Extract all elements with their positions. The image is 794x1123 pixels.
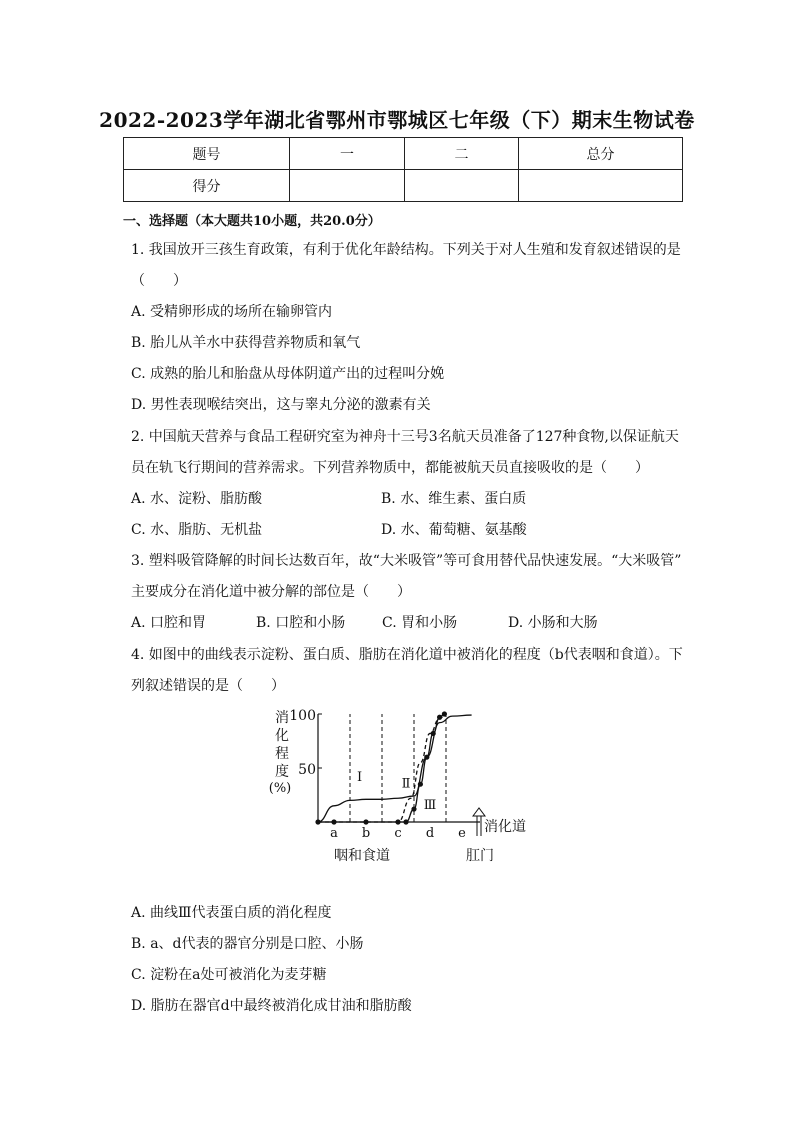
x-category-label: e <box>458 826 466 841</box>
score-row-label: 得分 <box>124 170 290 202</box>
curve-3-point <box>363 819 368 824</box>
score-header-cell: 总分 <box>519 138 683 170</box>
curve-label: Ⅱ <box>401 776 411 792</box>
question-1-option-b[interactable]: B. 胎儿从羊水中获得营养物质和氧气 <box>131 335 361 351</box>
curve-3-point <box>403 819 408 824</box>
score-cell[interactable] <box>519 170 683 202</box>
curve-1 <box>318 715 472 822</box>
question-4-option-d[interactable]: D. 脂肪在器官d中最终被消化成甘油和脂肪酸 <box>131 998 412 1014</box>
question-1-option-d[interactable]: D. 男性表现喉结突出，这与睾丸分泌的激素有关 <box>131 397 431 413</box>
score-header-cell: 题号 <box>124 138 290 170</box>
curve-label: Ⅲ <box>423 798 437 814</box>
score-header-cell: 一 <box>290 138 405 170</box>
question-4-option-a[interactable]: A. 曲线Ⅲ代表蛋白质的消化程度 <box>131 905 332 921</box>
curve-3-point <box>418 782 423 787</box>
y-tick-label: 100 <box>289 708 316 724</box>
question-2-option-c[interactable]: C. 水、脂肪、无机盐 <box>131 522 263 538</box>
curves <box>315 711 471 824</box>
question-1-option-a[interactable]: A. 受精卵形成的场所在输卵管内 <box>131 304 333 320</box>
curve-label: Ⅰ <box>357 769 363 785</box>
score-cell[interactable] <box>405 170 519 202</box>
question-4-option-c[interactable]: C. 淀粉在a处可被消化为麦芽糖 <box>131 967 327 983</box>
y-label-char: 消 <box>275 710 289 726</box>
x-categories <box>330 826 466 841</box>
curve-3-point <box>411 806 416 811</box>
x-category-label: d <box>425 826 435 841</box>
y-label-char: (%) <box>268 781 292 796</box>
x-axis-label: 消化道 <box>484 819 526 835</box>
question-3-option-c[interactable]: C. 胃和小肠 <box>382 615 458 631</box>
question-2-line-2: 员在轨飞行期间的营养需求。下列营养物质中，都能被航天员直接吸收的是（ ） <box>131 460 649 476</box>
pharynx-esophagus-label: 咽和食道 <box>334 848 390 864</box>
curve-3-point <box>424 755 429 760</box>
score-table <box>123 137 683 202</box>
section-heading: 一、选择题（本大题共10小题，共20.0分） <box>123 214 381 229</box>
digestion-chart-svg <box>258 700 538 870</box>
anus-label: 肛门 <box>466 848 494 864</box>
question-2-option-d[interactable]: D. 水、葡萄糖、氨基酸 <box>381 522 527 538</box>
score-header-cell: 二 <box>405 138 519 170</box>
y-label-char: 化 <box>275 728 289 744</box>
curve-3-point <box>395 819 400 824</box>
x-category-label: b <box>361 826 371 841</box>
question-1-option-c[interactable]: C. 成熟的胎儿和胎盘从母体阴道产出的过程叫分娩 <box>131 366 445 382</box>
question-1-line-1: 1. 我国放开三孩生育政策，有利于优化年龄结构。下列关于对人生殖和发育叙述错误的是 <box>131 242 681 258</box>
curve-3-point <box>315 819 320 824</box>
curve-3-point <box>431 731 436 736</box>
digestion-chart <box>258 700 538 870</box>
y-label-char: 程 <box>275 746 289 762</box>
question-2-option-b[interactable]: B. 水、维生素、蛋白质 <box>381 491 527 507</box>
exam-title: 2022-2023学年湖北省鄂州市鄂城区七年级（下）期末生物试卷 <box>99 108 695 132</box>
question-2-option-a[interactable]: A. 水、淀粉、脂肪酸 <box>131 491 263 507</box>
question-3-line-2: 主要成分在消化道中被分解的部位是（ ） <box>131 584 411 600</box>
score-table-score-row <box>124 170 683 202</box>
question-1-line-2: （ ） <box>131 273 187 289</box>
question-4-option-b[interactable]: B. a、d代表的器官分别是口腔、小肠 <box>131 936 364 952</box>
x-category-label: a <box>330 826 338 841</box>
score-table-header-row <box>124 138 683 170</box>
score-cell[interactable] <box>290 170 405 202</box>
y-tick-label: 50 <box>298 762 316 778</box>
question-4-line-1: 4. 如图中的曲线表示淀粉、蛋白质、脂肪在消化道中被消化的程度（b代表咽和食道）。下 <box>131 647 683 663</box>
anus-arrow-head <box>473 808 485 816</box>
question-2-line-1: 2. 中国航天营养与食品工程研究室为神舟十三号3名航天员准备了127种食物,以保证航天 <box>131 429 679 445</box>
y-label-char: 度 <box>275 764 289 780</box>
curve-3-point <box>437 715 442 720</box>
question-3-option-d[interactable]: D. 小肠和大肠 <box>508 615 598 631</box>
question-3-option-b[interactable]: B. 口腔和小肠 <box>256 615 346 631</box>
question-3-line-1: 3. 塑料吸管降解的时间长达数百年，故“大米吸管”等可食用替代品快速发展。“大米吸管” <box>131 553 682 569</box>
question-4-line-2: 列叙述错误的是（ ） <box>131 678 285 694</box>
curve-3-point <box>442 711 447 716</box>
curve-3-point <box>331 819 336 824</box>
question-3-option-a[interactable]: A. 口腔和胃 <box>131 615 207 631</box>
x-category-label: c <box>394 826 402 841</box>
